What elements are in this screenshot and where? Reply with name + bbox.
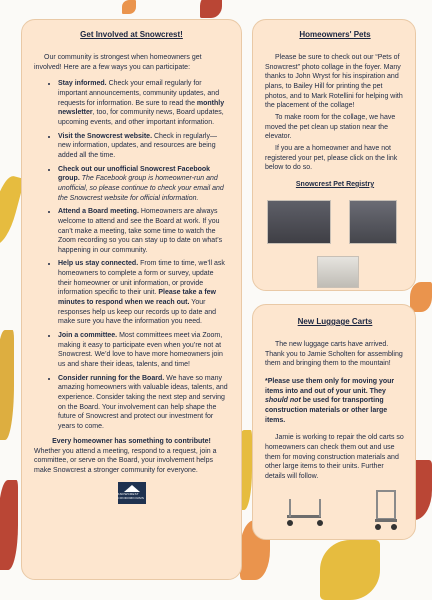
list-item: • Visit the Snowcrest website. Check in regularly—new information, updates, and resources are being added all the time. — [58, 132, 229, 161]
luggage-paragraph: The new luggage carts have arrived. Thank you to Jamie Scholten for assembling them and bringing them to the mountain! — [265, 341, 403, 368]
get-involved-title: Get Involved at Snowcrest! — [80, 30, 183, 39]
list-item: • Check out our unofficial Snowcrest Facebook group. The Facebook group is homeowner-run and unofficial, so please continue to check your email and the Snowcrest website for official information. — [58, 165, 229, 204]
luggage-cart-image — [283, 497, 327, 529]
get-involved-intro: Our community is strongest when homeowners get involved! Here are a few ways you can participate: — [34, 54, 202, 71]
homeowners-pets-card — [252, 19, 416, 291]
cta-heading: Every homeowner has something to contribute! — [52, 437, 211, 445]
leaf-decoration — [122, 0, 136, 14]
leaf-decoration — [410, 282, 432, 312]
luggage-cart-image — [371, 487, 401, 531]
luggage-carts-card — [252, 304, 416, 540]
ways-to-participate-list — [34, 79, 229, 431]
leaf-decoration — [0, 480, 18, 570]
luggage-title: New Luggage Carts — [297, 317, 373, 326]
pet-collage-photo — [317, 256, 359, 288]
list-item: • Help us stay connected. From time to time, we’ll ask homeowners to complete a form or survey, update their homeowner or unit information, or provide information specific to their unit. Please take a few minutes to respond when we reach out. Your responses help us keep our records up to date and make sure you have the information you need. — [58, 259, 229, 327]
get-involved-card — [21, 19, 242, 580]
pet-collage-photo — [349, 200, 397, 244]
list-item: • Consider running for the Board. We have so many amazing homeowners with valuable ideas, talents, and experience. Consider taking the next step and serving on the Board. Your involvement can help shape the future of Snowcrest and protect our investment for years to come. — [58, 374, 229, 432]
luggage-usage-note: *Please use them only for moving your items into and out of your unit. They should not be used for transporting construction materials or other large items. — [265, 377, 395, 424]
luggage-paragraph: Jamie is working to repair the old carts so homeowners can check them out and use them for moving construction materials and other large items to their units. Further details will follow. — [265, 434, 404, 480]
pets-paragraph: To make room for the collage, we have moved the pet clean up station near the elevator. — [265, 113, 396, 141]
pet-registry-link[interactable]: Snowcrest Pet Registry — [295, 180, 375, 188]
pets-paragraph: If you are a homeowner and have not registered your pet, please click on the link below to do so. — [265, 144, 398, 172]
pet-collage-photo — [267, 200, 331, 244]
pets-title: Homeowners' Pets — [299, 30, 371, 39]
list-item: • Join a committee. Most committees meet via Zoom, making it easy to participate even when you’re not at Snowcrest. We’d love to have more homeowners join us and share their ideas, talents, and time! — [58, 331, 229, 370]
cta-text: Whether you attend a meeting, respond to a request, join a committee, or serve on the Board, your involvement helps make Snowcrest a stronger community for everyone. — [34, 447, 217, 474]
leaf-decoration — [200, 0, 222, 18]
leaf-decoration — [0, 330, 14, 440]
pets-paragraph: Please be sure to check out our “Pets of Snowcrest” photo collage in the foyer. Many thanks to John Wryst for his inspiration and plans, to Bailey Hill for printing the pet photos, and to Mark Rotellini for helping with the placement of the collage! — [265, 54, 403, 110]
list-item: • Attend a Board meeting. Homeowners are always welcome to attend and see the Board at work. If you can’t make a meeting, take some time to watch the Zoom recording so you can stay up to date on what’s happening in our community. — [58, 207, 229, 255]
snowcrest-logo: SNOWCREST CONDOMINIUMS — [118, 482, 146, 504]
mountain-icon — [124, 485, 140, 492]
list-item: • Stay informed. Check your email regularly for important announcements, community updates, and requests for information. Be sure to read the monthly newsletter, too, for community news, Board updates, upcoming events, and other important information. — [58, 79, 229, 127]
leaf-decoration — [320, 540, 380, 600]
